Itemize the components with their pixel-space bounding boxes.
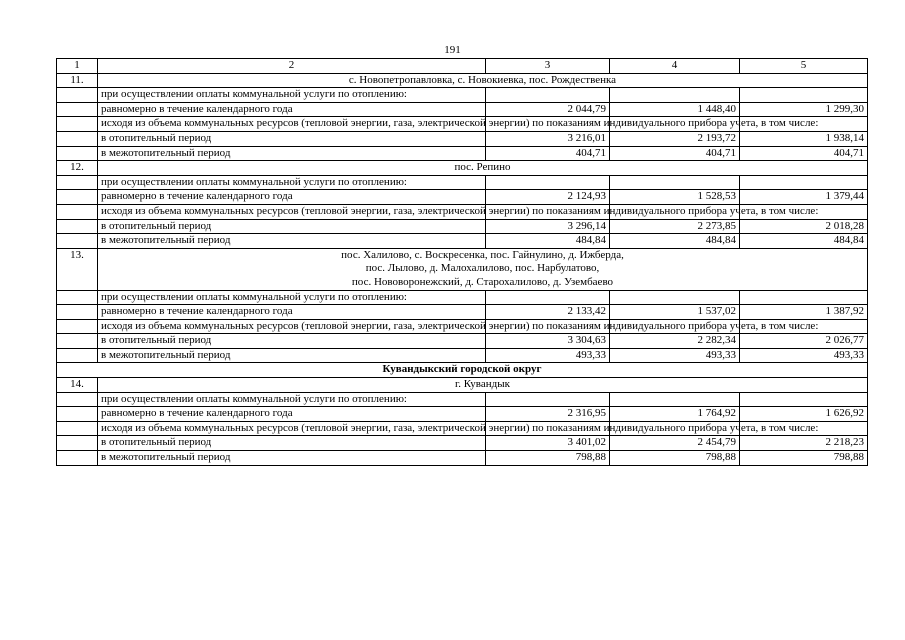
table-row	[57, 204, 868, 219]
empty-cell	[57, 117, 98, 132]
value-cell	[740, 88, 868, 103]
table-row	[57, 392, 868, 407]
table-row	[57, 319, 868, 334]
value-cell: 2 454,79	[610, 436, 740, 451]
row-label: равномерно в течение календарного года	[98, 102, 486, 117]
row-label: в отопительный период	[98, 131, 486, 146]
row-label: в межотопительный период	[98, 234, 486, 249]
value-cell: 1 938,14	[740, 131, 868, 146]
value-cell: 1 387,92	[740, 305, 868, 320]
row-label: в межотопительный период	[98, 146, 486, 161]
value-cell: 3 296,14	[486, 219, 610, 234]
settlement-name-line: пос. Лылово, д. Малохалилово, пос. Нарбулатово,	[365, 262, 600, 275]
settlement-name-line: с. Новопетропавловка, с. Новокиевка, пос. Рождественка	[348, 73, 617, 86]
row-label: исходя из объема коммунальных ресурсов (тепловой энергии, газа, электрической энергии) по показаниям индивидуального прибора учета, в том числе:	[98, 204, 486, 219]
settlement-name-line: г. Кувандык	[455, 378, 510, 391]
value-cell: 484,84	[486, 234, 610, 249]
table-row	[57, 117, 868, 132]
value-cell	[486, 175, 610, 190]
value-cell: 2 282,34	[610, 334, 740, 349]
settlement-name	[98, 161, 868, 176]
header-row	[57, 59, 868, 74]
empty-cell	[57, 204, 98, 219]
row-label: равномерно в течение календарного года	[98, 407, 486, 422]
empty-cell	[57, 131, 98, 146]
empty-cell	[57, 392, 98, 407]
row-number: 11.	[57, 73, 98, 88]
value-cell: 798,88	[486, 451, 610, 466]
header-cell: 2	[98, 59, 486, 74]
value-cell: 404,71	[740, 146, 868, 161]
district-row	[57, 363, 868, 378]
value-cell	[740, 290, 868, 305]
empty-cell	[57, 290, 98, 305]
empty-cell	[57, 436, 98, 451]
value-cell: 3 401,02	[486, 436, 610, 451]
empty-cell	[57, 88, 98, 103]
row-label: в отопительный период	[98, 436, 486, 451]
empty-cell	[57, 234, 98, 249]
settlement-name	[98, 248, 868, 290]
settlement-name	[98, 378, 868, 393]
value-cell: 2 218,23	[740, 436, 868, 451]
value-cell: 493,33	[610, 348, 740, 363]
row-label: равномерно в течение календарного года	[98, 305, 486, 320]
value-cell	[740, 392, 868, 407]
row-label: при осуществлении оплаты коммунальной услуги по отоплению:	[98, 175, 486, 190]
table-row	[57, 334, 868, 349]
value-cell: 2 133,42	[486, 305, 610, 320]
value-cell	[740, 175, 868, 190]
row-label: в межотопительный период	[98, 451, 486, 466]
value-cell: 484,84	[740, 234, 868, 249]
value-cell	[610, 290, 740, 305]
value-cell	[610, 88, 740, 103]
table-row	[57, 146, 868, 161]
settlement-row	[57, 248, 868, 290]
row-label: при осуществлении оплаты коммунальной услуги по отоплению:	[98, 392, 486, 407]
district-name	[57, 363, 868, 378]
value-cell: 1 764,92	[610, 407, 740, 422]
row-number: 13.	[57, 248, 98, 290]
value-cell: 484,84	[610, 234, 740, 249]
empty-cell	[57, 451, 98, 466]
settlement-name-line: пос. Репино	[454, 161, 511, 174]
empty-cell	[57, 190, 98, 205]
row-number: 12.	[57, 161, 98, 176]
settlement-row	[57, 378, 868, 393]
value-cell	[486, 392, 610, 407]
empty-cell	[57, 175, 98, 190]
settlement-row	[57, 73, 868, 88]
table-row	[57, 175, 868, 190]
table-row	[57, 407, 868, 422]
value-cell: 2 018,28	[740, 219, 868, 234]
table-row	[57, 305, 868, 320]
empty-cell	[57, 407, 98, 422]
row-number: 14.	[57, 378, 98, 393]
value-cell: 404,71	[610, 146, 740, 161]
value-cell: 493,33	[740, 348, 868, 363]
row-label: при осуществлении оплаты коммунальной услуги по отоплению:	[98, 290, 486, 305]
value-cell	[610, 175, 740, 190]
value-cell: 404,71	[486, 146, 610, 161]
value-cell: 1 537,02	[610, 305, 740, 320]
empty-cell	[57, 319, 98, 334]
row-label: равномерно в течение календарного года	[98, 190, 486, 205]
table-row	[57, 290, 868, 305]
value-cell	[486, 290, 610, 305]
table-row	[57, 88, 868, 103]
value-cell: 1 448,40	[610, 102, 740, 117]
table-row	[57, 451, 868, 466]
value-cell: 1 299,30	[740, 102, 868, 117]
header-cell: 1	[57, 59, 98, 74]
empty-cell	[57, 348, 98, 363]
empty-cell	[57, 102, 98, 117]
value-cell: 798,88	[740, 451, 868, 466]
value-cell: 2 273,85	[610, 219, 740, 234]
table-row	[57, 421, 868, 436]
row-label: исходя из объема коммунальных ресурсов (тепловой энергии, газа, электрической энергии) по показаниям индивидуального прибора учета, в том числе:	[98, 421, 486, 436]
table-row	[57, 219, 868, 234]
row-label: при осуществлении оплаты коммунальной услуги по отоплению:	[98, 88, 486, 103]
row-label: в отопительный период	[98, 219, 486, 234]
empty-cell	[57, 421, 98, 436]
empty-cell	[57, 219, 98, 234]
value-cell: 3 304,63	[486, 334, 610, 349]
row-label: исходя из объема коммунальных ресурсов (тепловой энергии, газа, электрической энергии) по показаниям индивидуального прибора учета, в том числе:	[98, 319, 486, 334]
row-label: в отопительный период	[98, 334, 486, 349]
table-row	[57, 436, 868, 451]
empty-cell	[57, 146, 98, 161]
value-cell: 1 528,53	[610, 190, 740, 205]
table-row	[57, 234, 868, 249]
empty-cell	[57, 305, 98, 320]
empty-cell	[57, 334, 98, 349]
value-cell: 2 316,95	[486, 407, 610, 422]
value-cell: 2 044,79	[486, 102, 610, 117]
row-label: в межотопительный период	[98, 348, 486, 363]
tariff-table	[56, 58, 868, 466]
value-cell: 1 379,44	[740, 190, 868, 205]
value-cell: 2 124,93	[486, 190, 610, 205]
value-cell: 2 193,72	[610, 131, 740, 146]
settlement-name	[98, 73, 868, 88]
page-number: 191	[444, 44, 461, 56]
table-row	[57, 190, 868, 205]
table-row	[57, 102, 868, 117]
value-cell	[610, 392, 740, 407]
district-name-line: Кувандыкский городской округ	[382, 363, 542, 376]
header-cell: 4	[610, 59, 740, 74]
header-cell: 3	[486, 59, 610, 74]
settlement-name-line: пос. Нововоронежский, д. Старохалилово, д. Узембаево	[351, 275, 614, 288]
value-cell: 798,88	[610, 451, 740, 466]
table-row	[57, 348, 868, 363]
value-cell: 1 626,92	[740, 407, 868, 422]
row-label: исходя из объема коммунальных ресурсов (тепловой энергии, газа, электрической энергии) по показаниям индивидуального прибора учета, в том числе:	[98, 117, 486, 132]
settlement-row	[57, 161, 868, 176]
settlement-name-line: пос. Халилово, с. Воскресенка, пос. Гайнулино, д. Ижберда,	[341, 248, 624, 261]
value-cell: 2 026,77	[740, 334, 868, 349]
header-cell: 5	[740, 59, 868, 74]
value-cell: 493,33	[486, 348, 610, 363]
table-row	[57, 131, 868, 146]
value-cell: 3 216,01	[486, 131, 610, 146]
value-cell	[486, 88, 610, 103]
